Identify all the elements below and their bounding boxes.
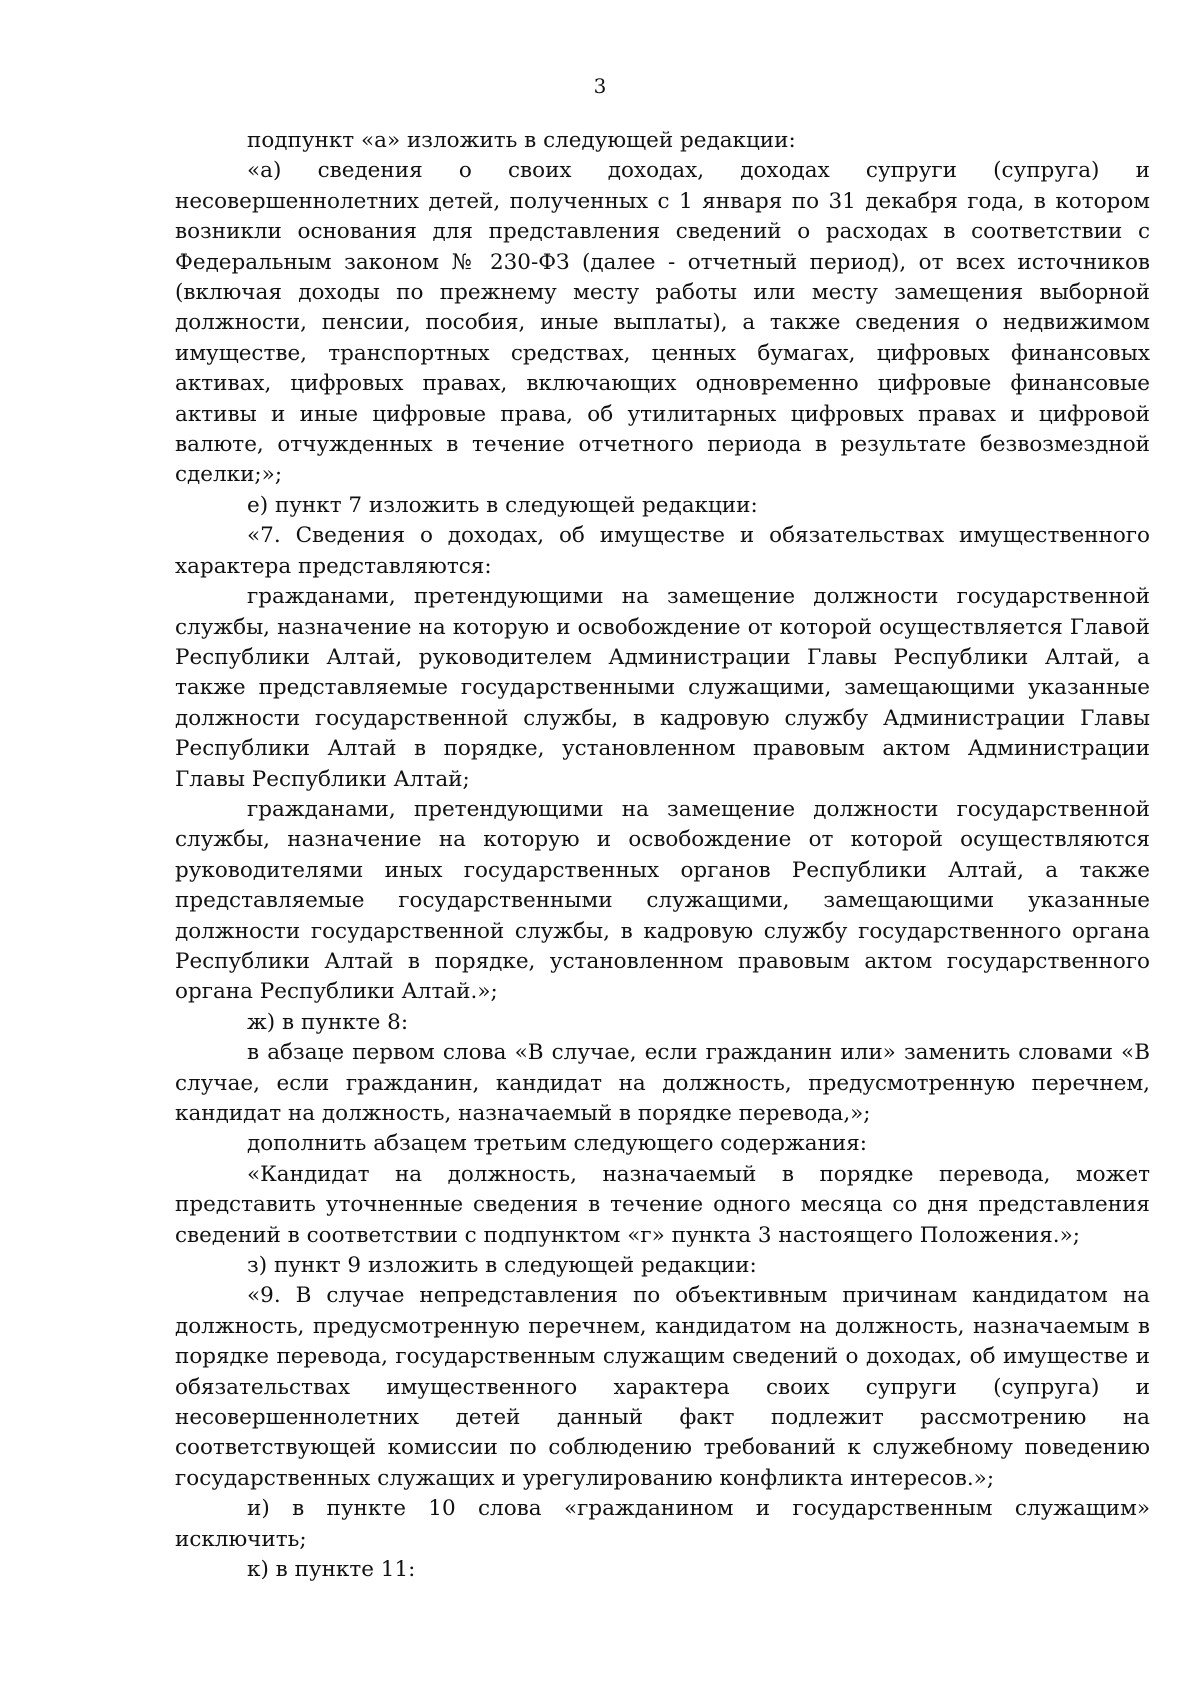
paragraph-item-k: к) в пункте 11: — [247, 1557, 416, 1583]
document-body — [175, 126, 1150, 1586]
paragraph-item-e: е) пункт 7 изложить в следующей редакции: — [247, 492, 758, 518]
paragraph-point-8-add: дополнить абзацем третьим следующего содержания: — [247, 1131, 868, 1157]
paragraph-point-7-second: гражданами, претендующими на замещение должности государственной службы, назначение на которую и освобождение от которой осуществляются руководителями иных государственных органов Республики Алтай, а также представляемые государственными служащими, замещающими указанные должности государственной службы, в кадровую службу государственного органа Республики Алтай в порядке, установленном правовым актом государственного органа Республики Алтай.»; — [175, 796, 1150, 1005]
paragraph-point-7-first: гражданами, претендующими на замещение должности государственной службы, назначение на которую и освобождение от которой осуществляется Главой Республики Алтай, руководителем Администрации Главы Республики Алтай, а также представляемые государственными служащими, замещающими указанные должности государственной службы, в кадровую службу Администрации Главы Республики Алтай в порядке, установленном правовым актом Администрации Главы Республики Алтай; — [175, 584, 1150, 792]
paragraph-point-8-first: в абзаце первом слова «В случае, если гражданин или» заменить словами «В случае, если гражданин, кандидат на должность, предусмотренную перечнем, кандидат на должность, назначаемый в порядке перевода,»; — [175, 1040, 1150, 1126]
paragraph-point-8-third: «Кандидат на должность, назначаемый в порядке перевода, может представить уточненные сведения в течение одного месяца со дня представления сведений в соответствии с подпунктом «г» пункта 3 настоящего Положения.»; — [175, 1161, 1150, 1248]
paragraph-item-i: и) в пункте 10 слова «гражданином и государственным служащим» исключить; — [175, 1496, 1150, 1552]
paragraph-subpoint-a-intro: подпункт «а» изложить в следующей редакции: — [247, 128, 796, 153]
page-number: 3 — [593, 74, 607, 98]
paragraph-point-9-text: «9. В случае непредставления по объективным причинам кандидатом на должность, предусмотренную перечнем, кандидатом на должность, назначаемым в порядке перевода, государственным служащим сведений о доходах, об имуществе и обязательствах имущественного характера своих супруги (супруга) и несовершеннолетних детей данный факт подлежит рассмотрению на соответствующей комиссии по соблюдению требований к служебному поведению государственных служащих и урегулированию конфликта интересов.»; — [175, 1283, 1150, 1491]
paragraph-item-zh: ж) в пункте 8: — [247, 1009, 409, 1035]
paragraph-point-7-intro: «7. Сведения о доходах, об имуществе и обязательствах имущественного характера представляются: — [175, 523, 1150, 579]
paragraph-subpoint-a-text: «а) сведения о своих доходах, доходах супруги (супруга) и несовершеннолетних детей, полученных с 1 января по 31 декабря года, в котором возникли основания для представления сведений о расходах в соответствии с Федеральным законом № 230-ФЗ (далее - отчетный период), от всех источников (включая доходы по прежнему месту работы или месту замещения выборной должности, пенсии, пособия, иные выплаты), а также сведения о недвижимом имуществе, транспортных средствах, ценных бумагах, цифровых финансовых активах, цифровых правах, включающих одновременно цифровые финансовые активы и иные цифровые права, об утилитарных цифровых правах и цифровой валюте, отчужденных в течение отчетного периода в результате безвозмездной сделки;»; — [175, 158, 1150, 488]
paragraph-item-z: з) пункт 9 изложить в следующей редакции: — [247, 1253, 757, 1279]
